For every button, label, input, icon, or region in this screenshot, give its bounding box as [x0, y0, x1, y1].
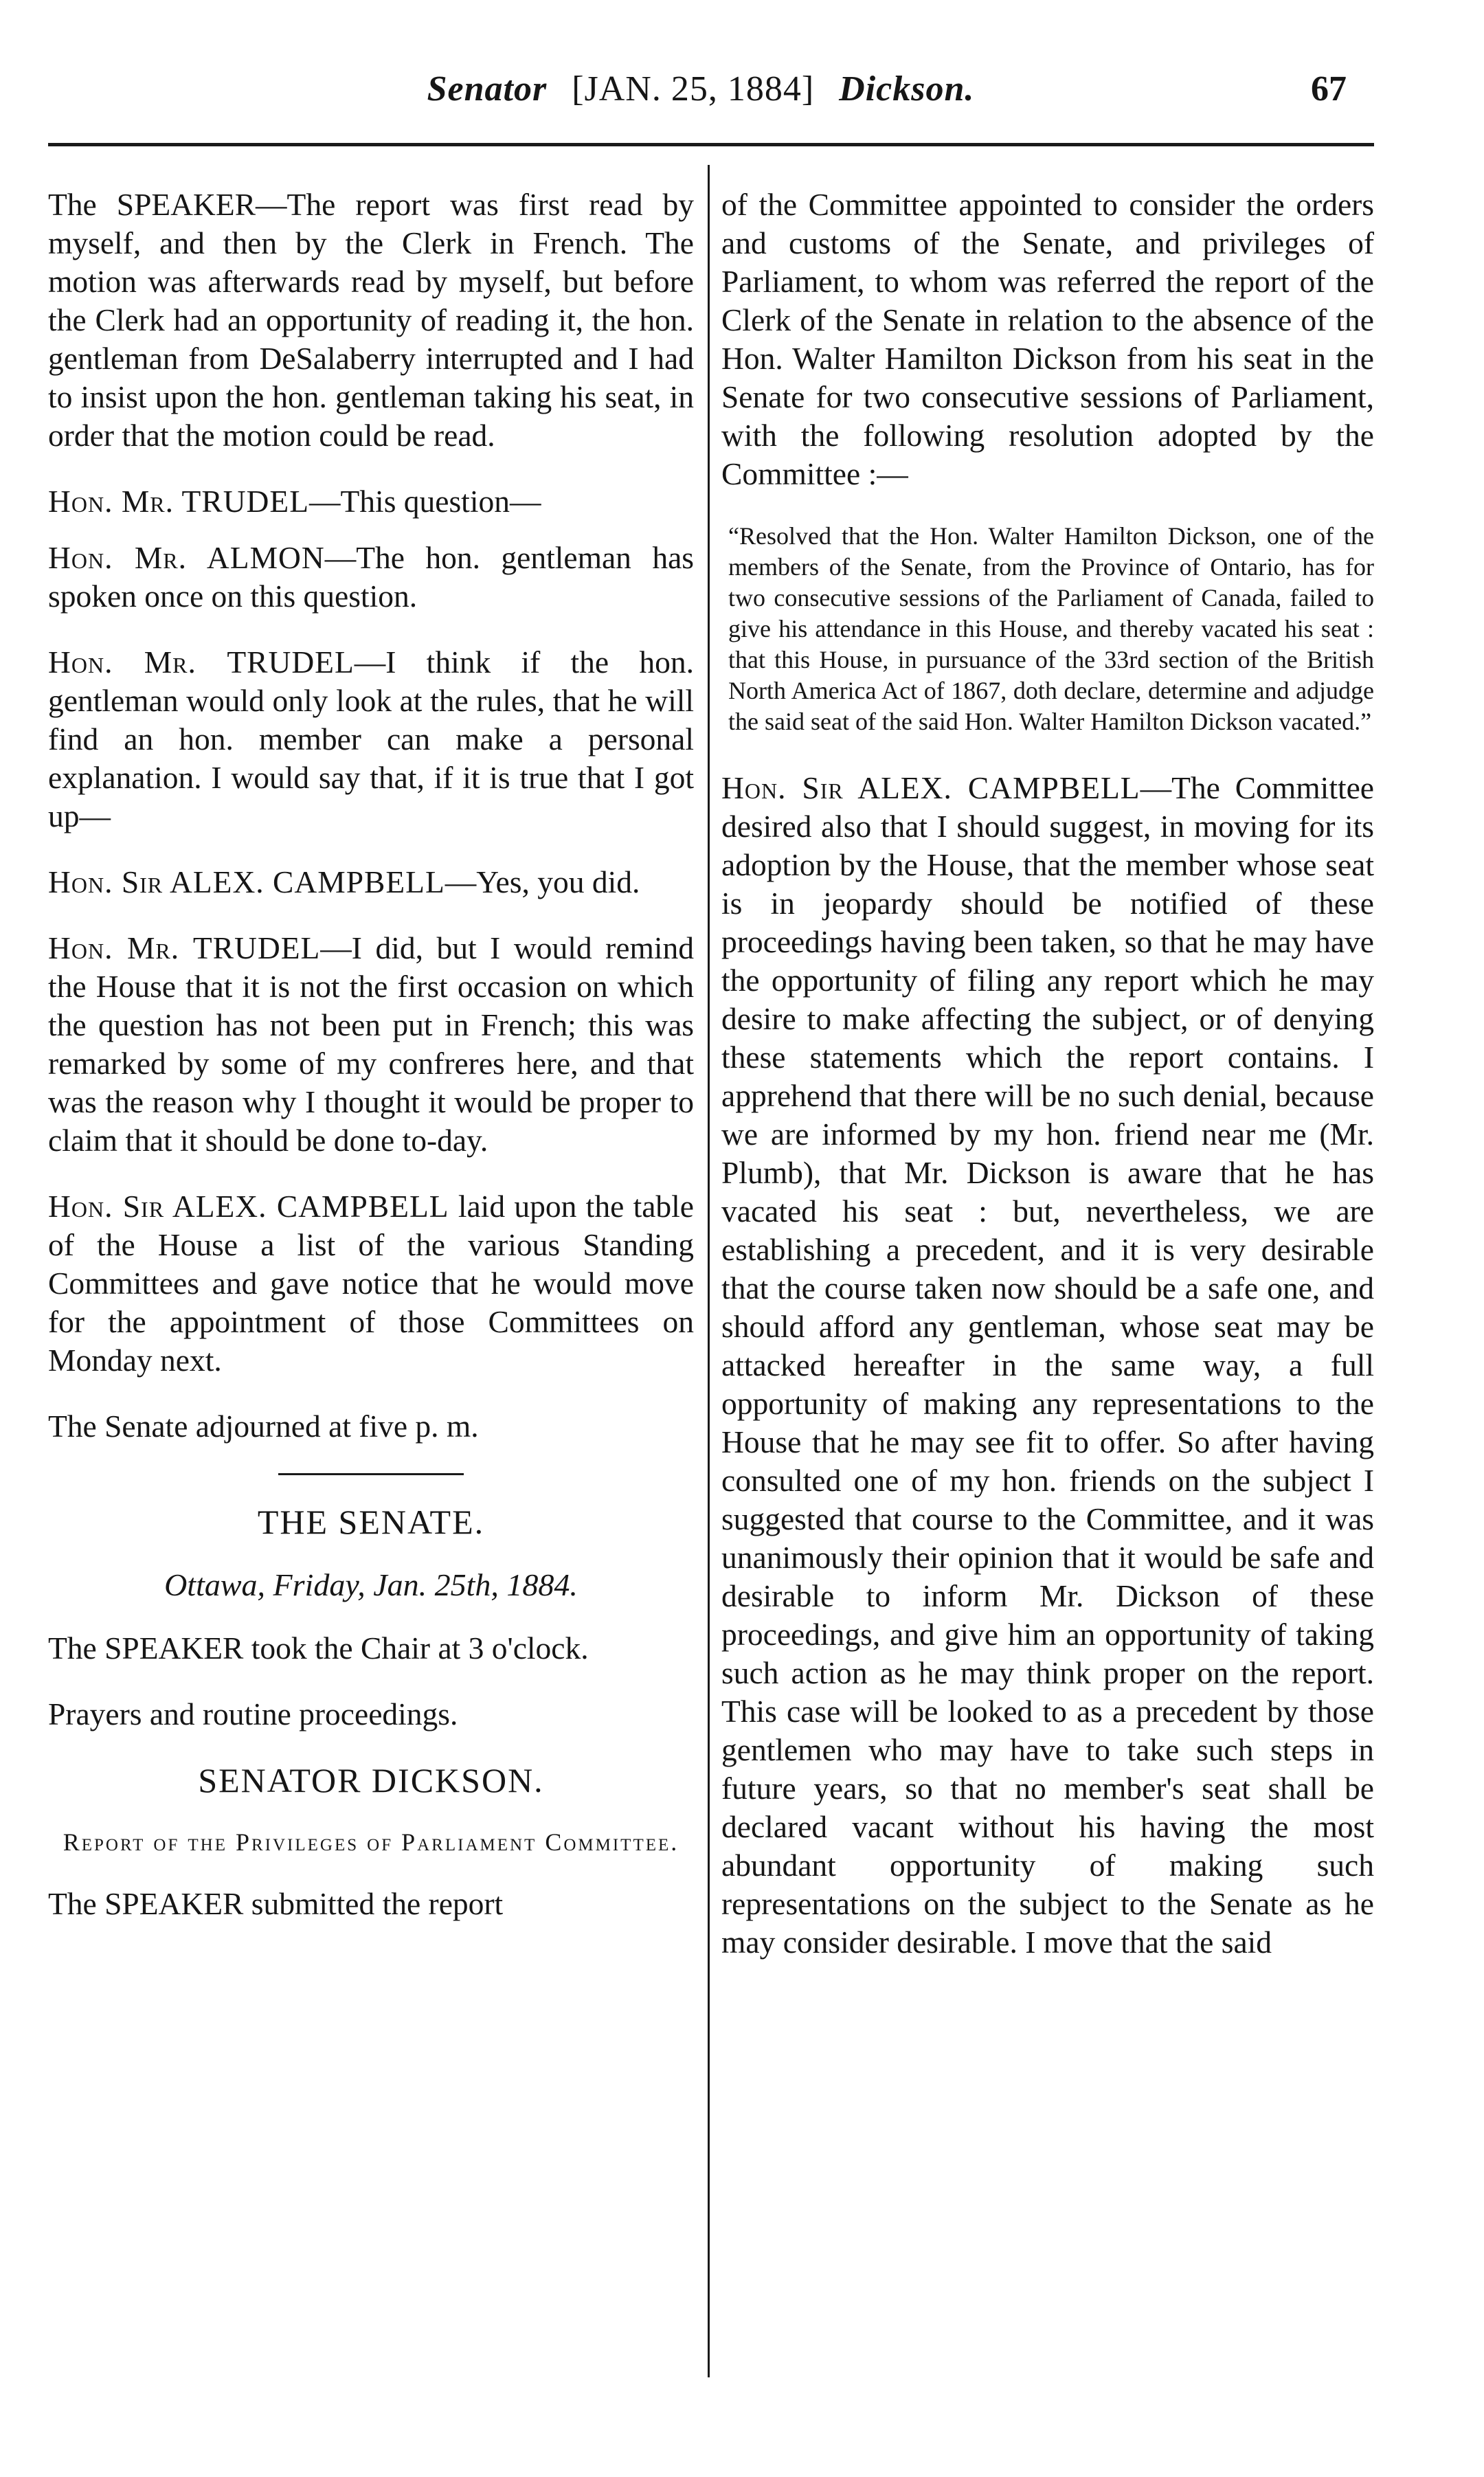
paragraph: The SPEAKER submitted the report [48, 1886, 504, 1921]
speech-text: —This question— [309, 484, 541, 519]
paragraph: of the Committee appointed to consider the orders and customs of the Senate, and privileges of Parliament, to whom was referred the report of the Clerk of the Senate in relation to the absence of the Hon. Walter Hamilton Dickson from his seat in the Senate for two consecutive sessions of Parliament, with the following resolution adopted by the Committee :— [721, 187, 1374, 491]
paragraph: The Senate adjourned at five p. m. [48, 1409, 479, 1444]
paragraph [48, 863, 694, 901]
speech-text: laid upon the table of the House a list of the various Standing Committees and gave notice that he would move for the appointment of those Committees on Monday next. [48, 1189, 694, 1378]
section-rule [278, 1473, 464, 1475]
left-column [48, 186, 694, 1951]
paragraph: Prayers and routine proceedings. [48, 1696, 458, 1731]
paragraph [48, 482, 694, 521]
paragraph [48, 1187, 694, 1380]
speaker-name: Hon. Sir ALEX. CAMPBELL [48, 1189, 449, 1224]
report-subheading: Report of the Privileges of Parliament Committee. [63, 1828, 679, 1856]
paragraph: The SPEAKER—The report was first read by myself, and then by the Clerk in French. The motion was afterwards read by myself, but before the Clerk had an opportunity of reading it, the hon. gentleman from DeSalaberry interrupted and I had to insist upon the hon. gentleman taking his seat, in order that the motion could be read. [48, 187, 694, 453]
speech-text: —The Committee desired also that I should suggest, in moving for its adoption by the House, that the member whose seat is in jeopardy should be notified of these proceedings having been taken, so that he may have the opportunity of filing any report which he may desire to make affecting the subject, or of denying these statements which the report contains. I apprehend that there will be no such denial, because we are informed by my hon. friend near me (Mr. Plumb), that Mr. Dickson is aware that he has vacated his seat : but, nevertheless, we are establishing a precedent, and it is very desirable that the course taken now should be a safe one, and should afford any gentleman, whose seat may be attacked hereafter in the same way, a full opportunity of making any representations to the House that he may see fit to offer. So after having consulted one of my hon. friends on the subject I suggested that course to the Committee, and it was unanimously their opinion that it would be safe and desirable to inform Mr. Dickson of these proceedings, and give him an opportunity of taking such action as he may think proper on the report. This case will be looked to as a precedent by those gentlemen who may have to take such steps in future years, so that no member's seat shall be declared vacant without his having the most abundant opportunity of making such representations on the subject to the Senate as he may consider desirable. I move that the said [721, 770, 1374, 1960]
speaker-name: Hon. Mr. TRUDEL [48, 484, 310, 519]
speaker-name: Hon. Sir ALEX. CAMPBELL [721, 770, 1140, 805]
running-head-date: [JAN. 25, 1884] [572, 69, 815, 109]
speech-text: —I did, but I would remind the House that it is not the first occasion on which the question has not been put in French; this was remarked by some of my confreres here, and that was the reason why I thought it would be proper to claim that it should be done to-day. [48, 930, 694, 1158]
paragraph [721, 769, 1374, 1962]
speaker-name: Hon. Mr. TRUDEL [48, 645, 355, 680]
speaker-name: Hon. Sir ALEX. CAMPBELL [48, 864, 445, 899]
speaker-name: Hon. Mr. TRUDEL [48, 930, 321, 965]
running-head [41, 69, 1360, 109]
running-head-right: Dickson. [839, 69, 975, 109]
speech-text: —Yes, you did. [445, 864, 640, 899]
paragraph: The SPEAKER took the Chair at 3 o'clock. [48, 1630, 589, 1666]
speech-text: —I think if the hon. gentleman would only look at the rules, that he will find an hon. member can make a personal explanation. I would say that, if it is true that I got up— [48, 645, 694, 833]
paragraph [48, 539, 694, 616]
speaker-name: Hon. Mr. ALMON [48, 540, 325, 575]
column-divider [708, 165, 710, 2377]
section-heading: THE SENATE. [257, 1503, 485, 1541]
speech-text: —The hon. gentleman has spoken once on this question. [48, 540, 694, 614]
right-column [721, 186, 1374, 1989]
resolution-quote: “Resolved that the Hon. Walter Hamilton Dickson, one of the members of the Senate, from the Province of Ontario, has for two consecutive sessions of the Parliament of Canada, failed to give his attendance in this House, and thereby vacated his seat : that this House, in pursuance of the 33rd section of the British North America Act of 1867, doth declare, determine and adjudge the said seat of the said Hon. Walter Hamilton Dickson vacated.” [728, 522, 1374, 735]
header-rule [48, 143, 1374, 146]
dateline: Ottawa, Friday, Jan. 25th, 1884. [164, 1567, 578, 1602]
paragraph [48, 643, 694, 836]
subject-heading: SENATOR DICKSON. [198, 1761, 544, 1800]
running-head-left: Senator [427, 69, 548, 109]
page-number: 67 [1311, 69, 1347, 109]
paragraph [48, 929, 694, 1160]
